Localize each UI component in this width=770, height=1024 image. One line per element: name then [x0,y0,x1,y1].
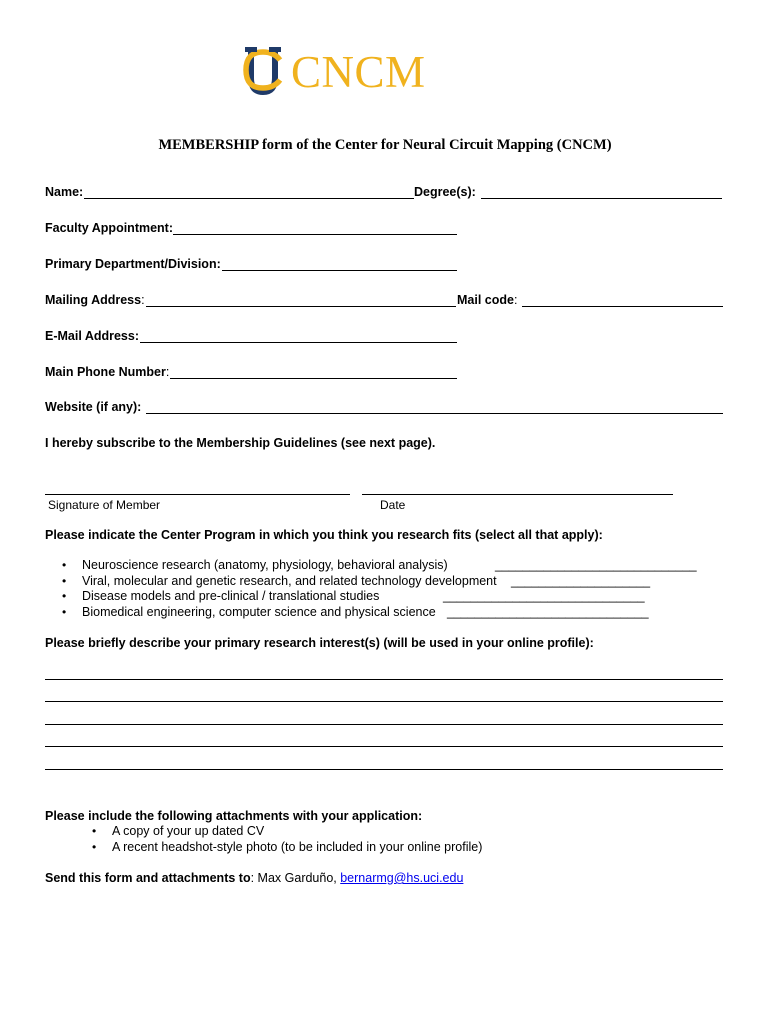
email-label: E-Mail Address: [45,329,140,343]
bullet-icon: • [92,840,97,854]
mail-code-field[interactable] [522,306,723,307]
name-label: Name: [45,185,84,199]
date-field[interactable] [362,494,673,495]
program-blank-neuroscience[interactable]: _____________________________ [495,558,697,572]
email-field[interactable] [140,342,457,343]
date-label: Date [380,498,406,512]
phone-label: Main Phone Number: [45,365,170,379]
research-line-3[interactable] [45,724,723,725]
bullet-icon: • [92,824,97,838]
research-line-5[interactable] [45,769,723,770]
department-field[interactable] [222,270,457,271]
form-title: MEMBERSHIP form of the Center for Neural Circuit Mapping (CNCM) [158,137,612,153]
signature-field[interactable] [45,494,350,495]
bullet-icon: • [62,589,67,603]
mail-code-label: Mail code: [457,293,518,307]
name-field[interactable] [84,198,414,199]
attachments-prompt: Please include the following attachments with your application: [45,809,423,823]
logo-text: CNCM [291,47,426,97]
bullet-icon: • [62,558,67,572]
website-label: Website (if any): [45,400,142,414]
program-blank-viral[interactable]: ____________________ [511,574,651,588]
faculty-field[interactable] [173,234,457,235]
cncm-logo [236,46,426,98]
program-blank-biomedical[interactable]: _____________________________ [447,605,649,619]
bullet-icon: • [62,605,67,619]
uc-monogram-icon [236,46,290,98]
research-line-2[interactable] [45,701,723,702]
department-label: Primary Department/Division: [45,257,221,271]
research-prompt: Please briefly describe your primary research interest(s) (will be used in your online profile): [45,636,594,650]
degrees-field[interactable] [481,198,722,199]
research-line-1[interactable] [45,679,723,680]
program-prompt: Please indicate the Center Program in which you think you research fits (select all that apply): [45,528,603,542]
send-instruction: Send this form and attachments to: Max Garduño, bernarmg@hs.uci.edu [45,871,464,885]
phone-field[interactable] [170,378,457,379]
mailing-field[interactable] [146,306,456,307]
bullet-icon: • [62,574,67,588]
signature-label: Signature of Member [48,498,161,512]
contact-email-link[interactable]: bernarmg@hs.uci.edu [340,871,464,885]
research-line-4[interactable] [45,746,723,747]
faculty-label: Faculty Appointment: [45,221,174,235]
program-blank-disease[interactable]: _____________________________ [443,589,645,603]
website-field[interactable] [146,413,723,414]
subscribe-statement: I hereby subscribe to the Membership Guidelines (see next page). [45,436,436,450]
degrees-label: Degree(s): [414,185,476,199]
mailing-label: Mailing Address: [45,293,145,307]
